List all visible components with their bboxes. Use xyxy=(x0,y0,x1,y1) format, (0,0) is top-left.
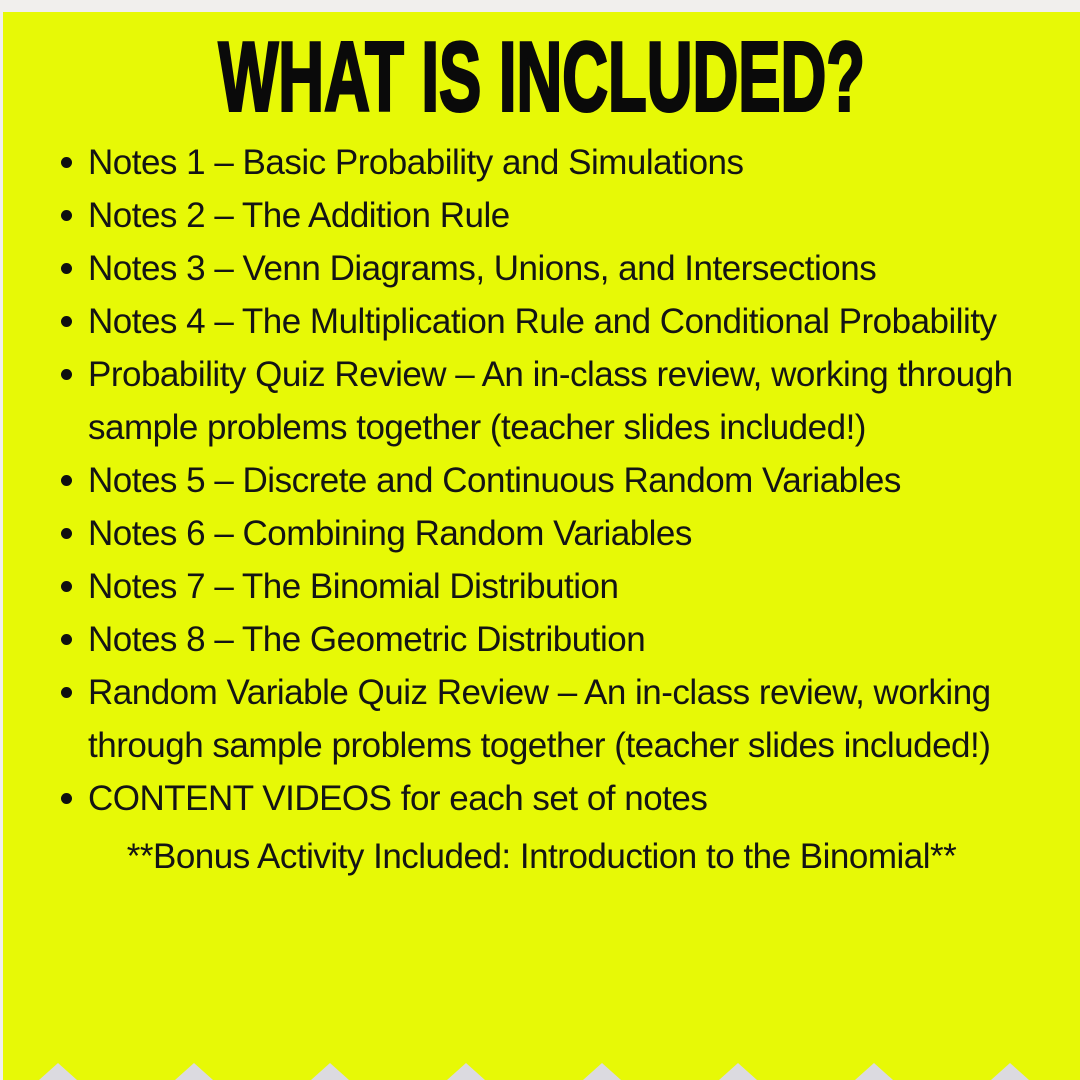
list-item-text: Notes 7 – The Binomial Distribution xyxy=(88,567,619,606)
included-list xyxy=(3,136,1080,825)
list-item-text: Notes 8 – The Geometric Distribution xyxy=(88,620,646,659)
zigzag-triangle xyxy=(311,1063,349,1080)
list-item-text: Notes 6 – Combining Random Variables xyxy=(88,514,692,553)
page-title-text: WHAT IS INCLUDED? xyxy=(218,22,865,133)
list-item xyxy=(88,454,1038,507)
list-item-text: Probability Quiz Review – An in-class review, working through sample problems together (teacher slides included!) xyxy=(88,355,1013,447)
zigzag-border xyxy=(3,1062,1080,1080)
list-item xyxy=(88,666,1038,772)
list-item-text: Random Variable Quiz Review – An in-class review, working through sample problems together (teacher slides included!) xyxy=(88,673,991,765)
zigzag-triangle xyxy=(39,1063,77,1080)
list-item-text: Notes 3 – Venn Diagrams, Unions, and Intersections xyxy=(88,249,877,288)
list-item-text: Notes 1 – Basic Probability and Simulations xyxy=(88,143,744,182)
page-title xyxy=(3,22,1080,133)
list-item xyxy=(88,189,1038,242)
list-item xyxy=(88,613,1038,666)
zigzag-triangle xyxy=(719,1063,757,1080)
list-item-text: Notes 4 – The Multiplication Rule and Conditional Probability xyxy=(88,302,997,341)
yellow-panel xyxy=(3,12,1080,1080)
zigzag-triangle xyxy=(855,1063,893,1080)
list-item-text: Notes 2 – The Addition Rule xyxy=(88,196,510,235)
bonus-note: **Bonus Activity Included: Introduction to the Binomial** xyxy=(126,837,957,876)
list-item xyxy=(88,772,1038,825)
zigzag-triangle xyxy=(447,1063,485,1080)
zigzag-triangle xyxy=(991,1063,1029,1080)
zigzag-triangle xyxy=(583,1063,621,1080)
list-item xyxy=(88,295,1038,348)
list-item xyxy=(88,242,1038,295)
list-item xyxy=(88,507,1038,560)
list-item xyxy=(88,348,1038,454)
list-item-text: Notes 5 – Discrete and Continuous Random Variables xyxy=(88,461,901,500)
zigzag-triangle xyxy=(175,1063,213,1080)
list-item-text: CONTENT VIDEOS for each set of notes xyxy=(88,779,708,818)
list-item xyxy=(88,136,1038,189)
list-item xyxy=(88,560,1038,613)
